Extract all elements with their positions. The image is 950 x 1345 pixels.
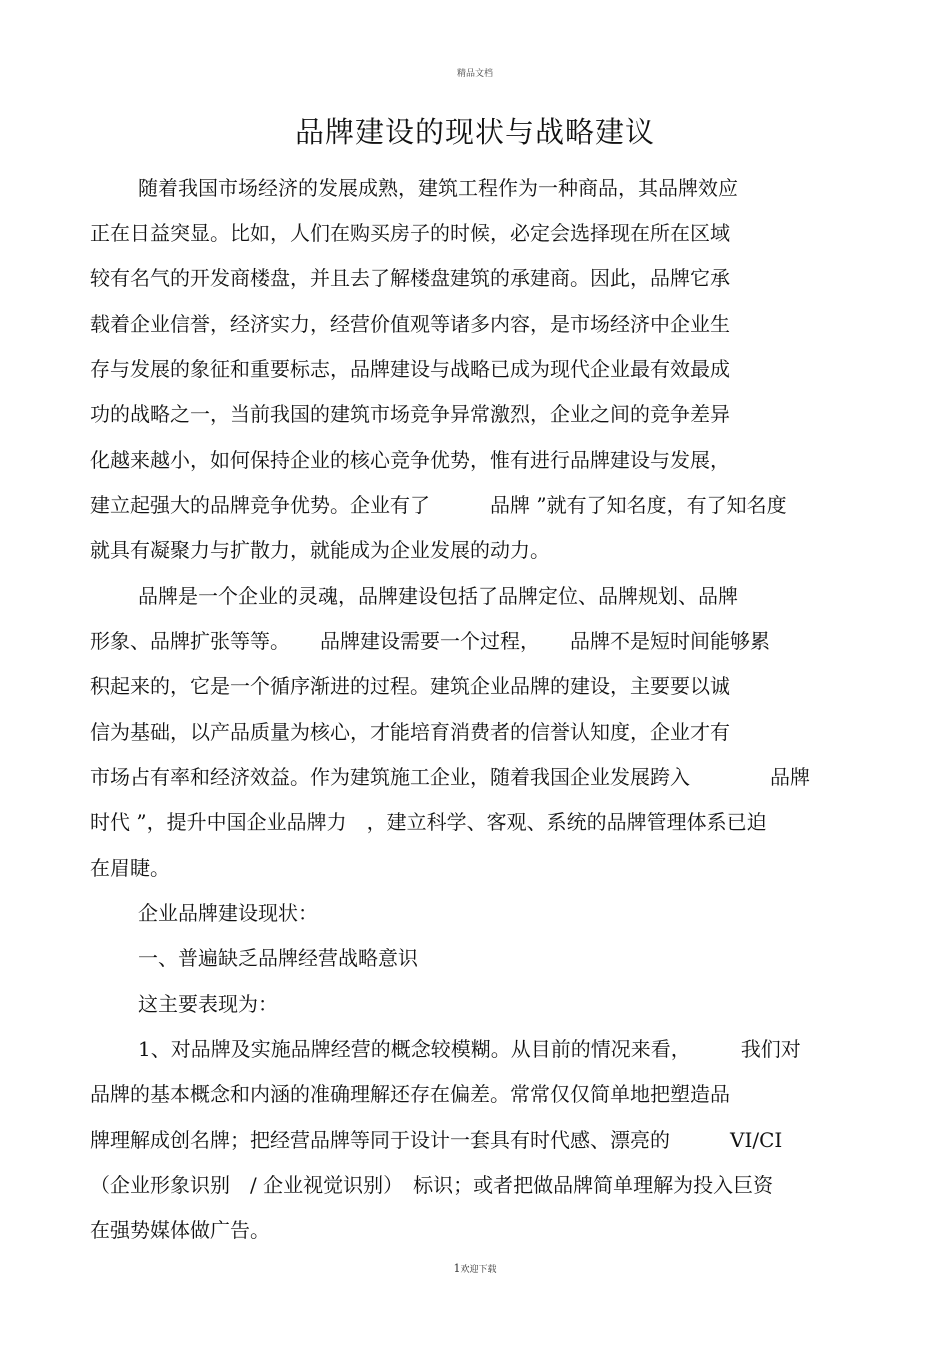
- text-line: 化越来越小，如何保持企业的核心竞争优势，惟有进行品牌建设与发展，: [90, 448, 730, 472]
- footer-text: 欢迎下载: [460, 1265, 497, 1275]
- text-line: 载着企业信誉，经济实力，经营价值观等诸多内容，是市场经济中企业生: [90, 312, 730, 336]
- text-line: 较有名气的开发商楼盘，并且去了解楼盘建筑的承建商。因此，品牌它承: [90, 266, 730, 290]
- page-number: 1: [453, 1262, 461, 1275]
- text-line: 牌理解成创名牌；把经营品牌等同于设计一套具有时代感、漂亮的 VI/CI: [90, 1128, 783, 1152]
- text-line: 功的战略之一，当前我国的建筑市场竞争异常激烈，企业之间的竞争差异: [90, 402, 730, 426]
- text-line: 就具有凝聚力与扩散力，就能成为企业发展的动力。: [90, 538, 550, 562]
- section-heading: 企业品牌建设现状：: [138, 901, 318, 925]
- text-line: （企业形象识别 / 企业视觉识别） 标识；或者把做品牌简单理解为投入巨资: [90, 1173, 774, 1197]
- text-line: 信为基础，以产品质量为核心，才能培育消费者的信誉认知度，企业才有: [90, 720, 730, 744]
- text-line: 品牌的基本概念和内涵的准确理解还存在偏差。常常仅仅简单地把塑造品: [90, 1082, 730, 1106]
- text-line: 市场占有率和经济效益。作为建筑施工企业，随着我国企业发展跨入 品牌: [90, 765, 810, 789]
- text-line: 建立起强大的品牌竞争优势。企业有了 品牌 ”就有了知名度，有了知名度: [90, 493, 787, 517]
- text-line: 时代 ”，提升中国企业品牌力 ，建立科学、客观、系统的品牌管理体系已迫: [90, 810, 767, 834]
- text-line: 随着我国市场经济的发展成熟，建筑工程作为一种商品，其品牌效应: [138, 176, 738, 200]
- text-line: 积起来的，它是一个循序渐进的过程。建筑企业品牌的建设，主要要以诚: [90, 674, 730, 698]
- text-line: 正在日益突显。比如，人们在购买房子的时候，必定会选择现在所在区域: [90, 221, 730, 245]
- header-note: 精品文档: [456, 69, 493, 79]
- text-line: 品牌是一个企业的灵魂，品牌建设包括了品牌定位、品牌规划、品牌: [138, 584, 738, 608]
- text-line: 1、对品牌及实施品牌经营的概念较模糊。从目前的情况来看， 我们对: [138, 1037, 801, 1061]
- page-footer: [0, 1262, 950, 1275]
- document-title: 品牌建设的现状与战略建议: [294, 115, 655, 149]
- subsection-heading: 一、普遍缺乏品牌经营战略意识: [138, 946, 418, 970]
- text-line: 在眉睫。: [90, 856, 170, 880]
- text-line: 在强势媒体做广告。: [90, 1218, 270, 1242]
- text-line: 形象、品牌扩张等等。 品牌建设需要一个过程， 品牌不是短时间能够累: [90, 629, 770, 653]
- text-line: 存与发展的象征和重要标志，品牌建设与战略已成为现代企业最有效最成: [90, 357, 730, 381]
- text-line: 这主要表现为：: [138, 992, 278, 1016]
